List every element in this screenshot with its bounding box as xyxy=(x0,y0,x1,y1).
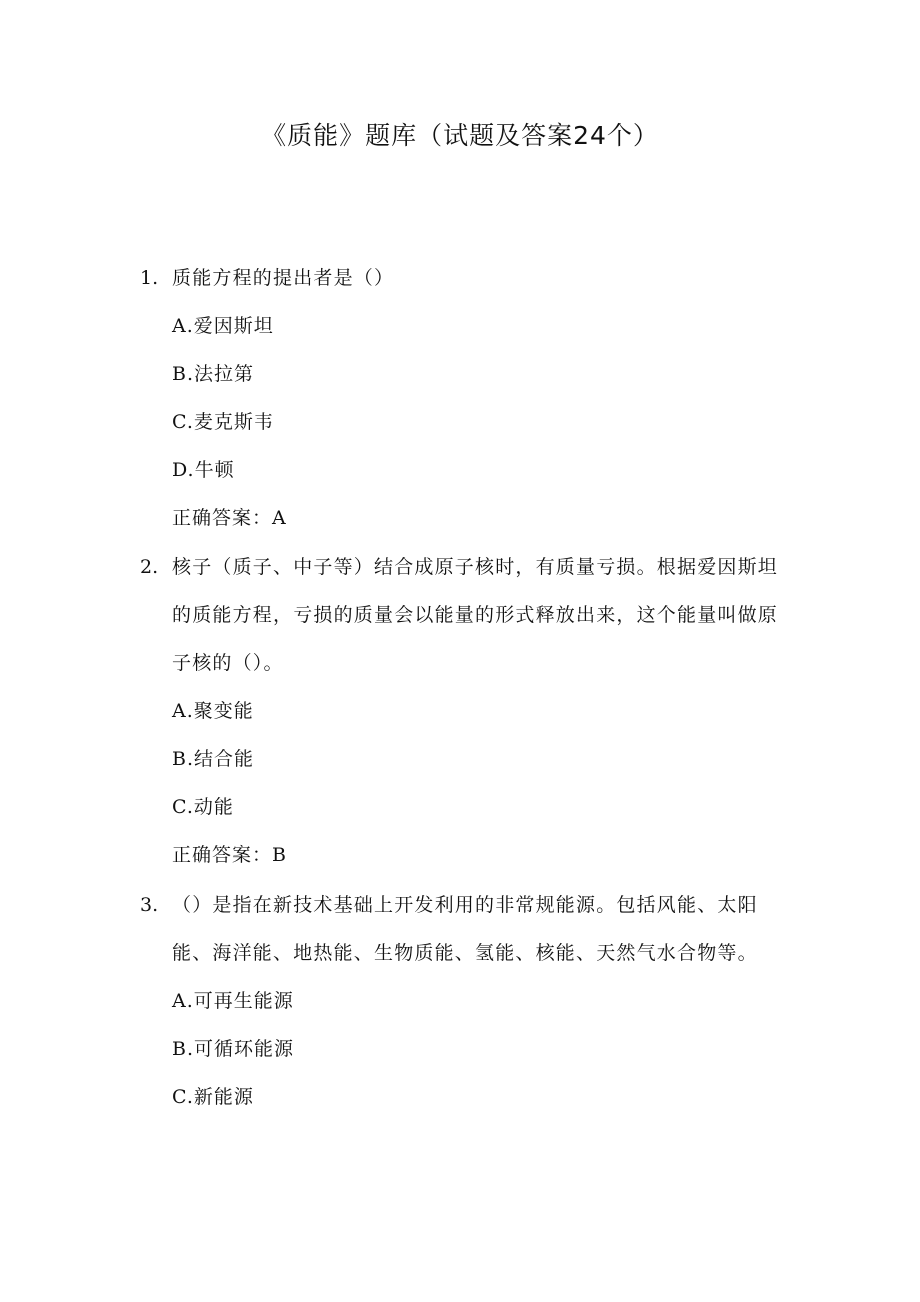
question-3 xyxy=(140,881,800,1121)
option-b: B.法拉第 xyxy=(172,363,255,385)
question-text: 质能方程的提出者是（） xyxy=(172,267,395,289)
question-1 xyxy=(140,254,800,542)
correct-answer: 正确答案：B xyxy=(172,844,287,866)
correct-answer: 正确答案：A xyxy=(172,507,287,529)
document-title: 《质能》题库（试题及答案24个） xyxy=(261,121,659,150)
option-c: C.麦克斯韦 xyxy=(172,411,274,433)
option-a: A.可再生能源 xyxy=(172,990,294,1012)
question-text: 核子（质子、中子等）结合成原子核时，有质量亏损。根据爱因斯坦的质能方程，亏损的质量会以能量的形式释放出来，这个能量叫做原子核的（）。 xyxy=(172,556,779,674)
option-b: B.结合能 xyxy=(172,748,255,770)
question-2 xyxy=(140,543,800,879)
option-c: C.新能源 xyxy=(172,1086,254,1108)
option-a: A.爱因斯坦 xyxy=(172,315,274,337)
option-c: C.动能 xyxy=(172,796,234,818)
question-text: （）是指在新技术基础上开发利用的非常规能源。包括风能、太阳能、海洋能、地热能、生物质能、氢能、核能、天然气水合物等。 xyxy=(172,894,758,964)
option-d: D.牛顿 xyxy=(172,459,235,481)
option-a: A.聚变能 xyxy=(172,700,254,722)
question-number: 3. xyxy=(140,894,159,916)
option-b: B.可循环能源 xyxy=(172,1038,295,1060)
question-number: 2. xyxy=(140,556,159,578)
question-number: 1. xyxy=(140,267,159,289)
